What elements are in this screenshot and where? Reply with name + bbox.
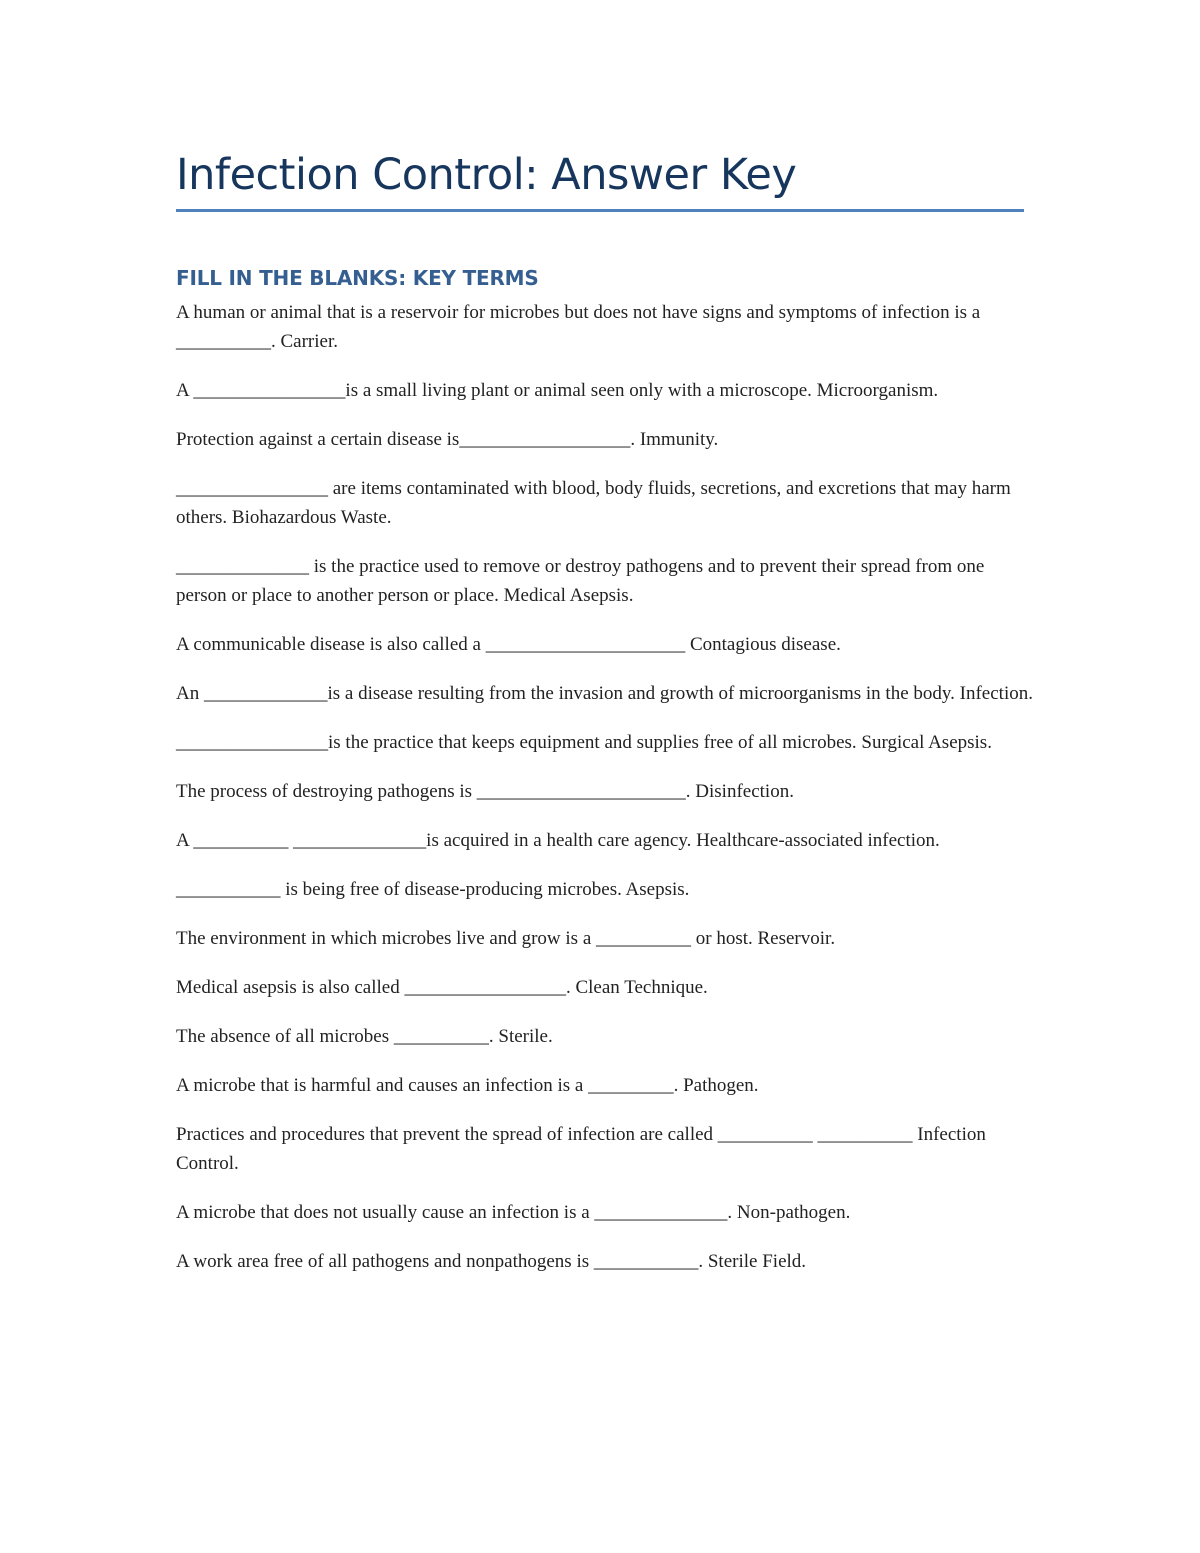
list-item: A work area free of all pathogens and nonpathogens is ___________. Sterile Field. [176,1251,807,1272]
list-item: ________________ are items contaminated with blood, body fluids, secretions, and excretions that may harm others. Biohazardous Waste. [176,478,1011,528]
list-item: The environment in which microbes live and grow is a __________ or host. Reservoir. [176,928,836,949]
list-item: A microbe that is harmful and causes an infection is a _________. Pathogen. [176,1075,759,1096]
list-item: A ________________is a small living plant or animal seen only with a microscope. Microorganism. [176,380,939,401]
fill-in-blank-list [176,298,1036,1296]
list-item: ________________is the practice that keeps equipment and supplies free of all microbes. Surgical Asepsis. [176,732,992,753]
list-item: The absence of all microbes __________. Sterile. [176,1026,553,1047]
list-item: A human or animal that is a reservoir for microbes but does not have signs and symptoms of infection is a __________. Carrier. [176,302,981,352]
list-item: A __________ ______________is acquired in a health care agency. Healthcare-associated infection. [176,830,940,851]
list-item: ______________ is the practice used to remove or destroy pathogens and to prevent their spread from one person or place to another person or place. Medical Asepsis. [176,556,985,606]
list-item: A communicable disease is also called a _____________________ Contagious disease. [176,634,841,655]
list-item: Practices and procedures that prevent the spread of infection are called __________ __________ Infection Control. [176,1124,986,1174]
document-title: Infection Control: Answer Key [176,150,797,200]
list-item: Protection against a certain disease is__________________. Immunity. [176,429,719,450]
list-item: An _____________is a disease resulting from the invasion and growth of microorganisms in the body. Infection. [176,683,1033,704]
section-heading: FILL IN THE BLANKS: KEY TERMS [176,266,539,290]
list-item: A microbe that does not usually cause an infection is a ______________. Non-pathogen. [176,1202,851,1223]
title-underline-rule [176,209,1024,212]
list-item: ___________ is being free of disease-producing microbes. Asepsis. [176,879,690,900]
list-item: The process of destroying pathogens is ______________________. Disinfection. [176,781,794,802]
list-item: Medical asepsis is also called _________________. Clean Technique. [176,977,708,998]
